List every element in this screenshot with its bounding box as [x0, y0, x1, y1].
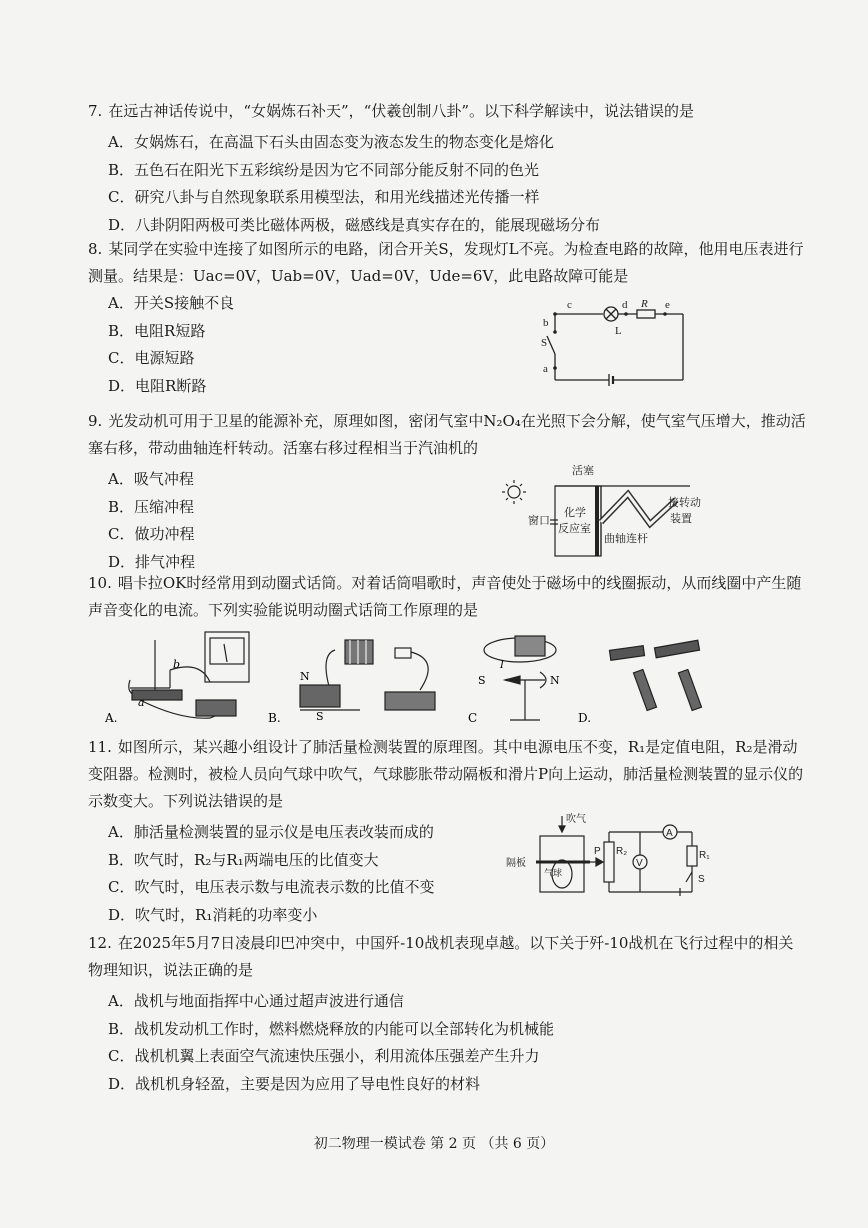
question-12-stem: [88, 930, 808, 984]
page-footer: 初二物理一模试卷 第 2 页 （共 6 页）: [313, 1136, 555, 1152]
option: A．开关S接触不良: [108, 294, 235, 312]
question-number: 9.: [88, 412, 103, 430]
stem-text: 在远古神话传说中，“女娲炼石补天”，“伏羲创制八卦”。以下科学解读中，说法错误的是: [108, 102, 694, 120]
lung-capacity-circuit-q11: [500, 812, 720, 904]
label-a: a: [543, 363, 548, 375]
question-7-stem: [88, 98, 808, 125]
label-window: 窗口: [528, 514, 550, 527]
option: D．电阻R断路: [108, 376, 207, 395]
label-L: L: [615, 325, 622, 337]
question-number: 8.: [88, 240, 103, 258]
label-rotator-2: 装置: [670, 512, 692, 525]
question-10-stem: [88, 570, 808, 624]
fig-a-label-b: b: [173, 658, 181, 671]
fig-c-label-S: S: [478, 674, 486, 687]
option: C．吹气时，电压表示数与电流表示数的比值不变: [108, 878, 435, 896]
label-b: b: [543, 317, 549, 329]
option: C．研究八卦与自然现象联系用模型法，和用光线描述光传播一样: [108, 188, 540, 206]
label-P: P: [594, 846, 601, 857]
question-number: 10.: [88, 574, 112, 592]
stem-text: 唱卡拉OK时经常用到动圈式话筒。对着话筒唱歌时，声音使处于磁场中的线圈振动，从而线圈中产生随声音变化的电流。下列实验能说明动圈式话筒工作原理的是: [88, 574, 802, 619]
question-number: 11.: [88, 738, 112, 756]
label-blow: 吹气: [566, 814, 586, 825]
option: C．做功冲程: [108, 525, 195, 543]
stem-text: 如图所示，某兴趣小组设计了肺活量检测装置的原理图。其中电源电压不变，R₁是定值电阻，R₂是滑动变阻器。检测时，被检人员向气球中吹气，气球膨胀带动隔板和滑片P向上运动，肺活量检测装置的显示仪的示数变大。下列说法错误的是: [88, 738, 804, 810]
option-C-label: C: [468, 711, 478, 725]
label-chem-2: 反应室: [558, 522, 591, 535]
question-11-stem: [88, 734, 808, 815]
option: B．电阻R短路: [108, 321, 206, 340]
label-balloon: 气球: [544, 868, 563, 878]
label-piston: 活塞: [572, 464, 594, 477]
label-c: c: [567, 299, 572, 311]
option: D．吹气时，R₁消耗的功率变小: [108, 905, 318, 924]
label-chem-1: 化学: [564, 506, 586, 519]
question-9-stem: [88, 408, 808, 462]
question-7: [88, 98, 808, 239]
question-10: [88, 570, 808, 624]
option-B-label: B.: [268, 711, 281, 725]
option-D-label: D.: [578, 711, 592, 725]
option: B．五色石在阳光下五彩缤纷是因为它不同部分能反射不同的色光: [108, 160, 540, 179]
option: B．压缩冲程: [108, 497, 195, 516]
stem-text: 在2025年5月7日凌晨印巴冲突中，中国歼-10战机表现卓越。以下关于歼-10战机在飞行过程中的相关物理知识，说法正确的是: [88, 934, 794, 979]
stem-text-rest: ac=0V，Uab=0V，Uad=0V，Ude=6V，此电路故障可能是: [205, 267, 629, 285]
label-switch: S: [698, 874, 705, 885]
option: D．战机机身轻盈，主要是因为应用了导电性良好的材料: [108, 1074, 481, 1093]
label-crankshaft: 曲轴连杆: [604, 532, 648, 545]
option: C．战机机翼上表面空气流速快压强小，利用流体压强差产生升力: [108, 1047, 540, 1065]
fig-b-label-S: S: [316, 710, 324, 723]
fig-c-label-N: N: [550, 674, 560, 687]
option: A．战机与地面指挥中心通过超声波进行通信: [108, 992, 404, 1010]
label-R1: R₁: [699, 850, 710, 861]
label-partition: 隔板: [506, 858, 526, 869]
label-R2: R₂: [616, 846, 628, 857]
label-S: S: [541, 337, 548, 349]
option: D．排气冲程: [108, 552, 196, 571]
question-8: [88, 236, 808, 400]
option: A．吸气冲程: [108, 470, 194, 488]
question-number: 7.: [88, 102, 103, 120]
option: C．电源短路: [108, 349, 195, 367]
option: D．八卦阴阳两极可类比磁体两极，磁感线是真实存在的，能展现磁场分布: [108, 215, 601, 234]
label-ammeter: A: [666, 828, 673, 839]
experiment-figures-q10: [100, 630, 720, 730]
question-8-stem: [88, 236, 808, 290]
option: A．肺活量检测装置的显示仪是电压表改装而成的: [108, 823, 434, 841]
label-rotator-1: 接转动: [668, 496, 701, 509]
option: B．吹气时，R₂与R₁两端电压的比值变大: [108, 850, 379, 869]
stem-text: 光发动机可用于卫星的能源补充，原理如图，密闭气室中N₂O₄在光照下会分解，使气室气压增大，推动活塞右移，带动曲轴连杆转动。活塞右移过程相当于汽油机的: [88, 412, 806, 457]
option: B．战机发动机工作时，燃料燃烧释放的内能可以全部转化为机械能: [108, 1019, 555, 1038]
question-12: [88, 930, 808, 1098]
fig-b-label-N: N: [300, 670, 310, 683]
option: A．女娲炼石，在高温下石头由固态变为液态发生的物态变化是熔化: [108, 133, 554, 151]
option-A-label: A.: [105, 711, 118, 725]
circuit-figure-q8: [535, 296, 695, 388]
stem-text: 某同学在实验中连接了如图所示的电路，闭合开关S，发现灯L不亮。为检查电路的故障，他用电压表进行测量。结果是：U: [88, 240, 804, 285]
label-e: e: [665, 299, 670, 311]
light-engine-figure-q9: [500, 464, 710, 564]
label-R: R: [641, 298, 648, 310]
question-number: 12.: [88, 934, 112, 952]
fig-c-label-I: I: [500, 660, 504, 671]
label-d: d: [622, 299, 628, 311]
label-voltmeter: V: [636, 858, 643, 869]
fig-a-label-a: a: [138, 696, 145, 709]
